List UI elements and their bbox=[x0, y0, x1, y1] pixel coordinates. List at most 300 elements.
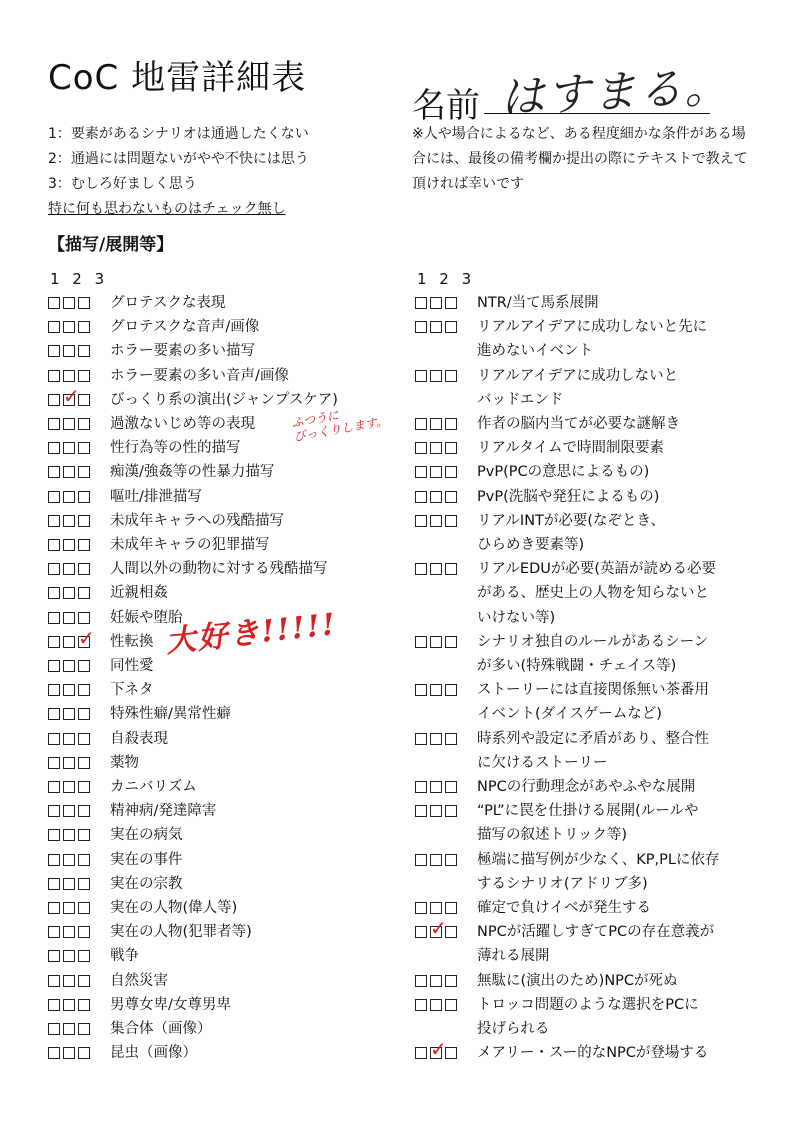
checkbox-1[interactable] bbox=[415, 781, 427, 793]
checkbox-2[interactable] bbox=[430, 684, 442, 696]
column-header-left: 1 2 3 bbox=[50, 270, 109, 288]
checkbox-2[interactable] bbox=[63, 1023, 75, 1035]
checkbox-1[interactable] bbox=[415, 999, 427, 1011]
checkbox-group bbox=[415, 630, 477, 648]
item-label: リアルEDUが必要(英語が読める必要 bbox=[477, 561, 717, 578]
checkbox-3[interactable] bbox=[78, 926, 90, 938]
checkbox-2[interactable] bbox=[63, 321, 75, 333]
checkbox-3[interactable] bbox=[445, 636, 457, 648]
checkbox-group bbox=[415, 775, 477, 793]
checkbox-2[interactable] bbox=[63, 781, 75, 793]
checkbox-1[interactable] bbox=[415, 442, 427, 454]
checkbox-2[interactable] bbox=[63, 297, 75, 309]
checkbox-3[interactable] bbox=[78, 466, 90, 478]
checkbox-2[interactable] bbox=[63, 854, 75, 866]
checkbox-1[interactable] bbox=[415, 636, 427, 648]
checkbox-1[interactable] bbox=[48, 297, 60, 309]
checkbox-3[interactable] bbox=[78, 539, 90, 551]
item-label-continued: するシナリオ(アドリブ多) bbox=[477, 875, 648, 892]
left-item bbox=[48, 581, 398, 605]
checkbox-group bbox=[48, 606, 110, 624]
checkbox-3[interactable] bbox=[445, 1047, 457, 1059]
right-item bbox=[415, 727, 760, 751]
checkbox-3[interactable] bbox=[445, 418, 457, 430]
checkbox-3[interactable] bbox=[78, 394, 90, 406]
checkbox-group bbox=[48, 509, 110, 527]
checkbox-1[interactable] bbox=[48, 442, 60, 454]
checkbox-1[interactable] bbox=[48, 781, 60, 793]
checkbox-3[interactable] bbox=[445, 563, 457, 575]
left-item bbox=[48, 848, 398, 872]
name-underline bbox=[484, 113, 710, 114]
check-mark-icon: ✓ bbox=[63, 383, 80, 408]
checkbox-2[interactable] bbox=[63, 1047, 75, 1059]
item-label: 確定で負けイベが発生する bbox=[477, 900, 651, 917]
checkbox-2[interactable] bbox=[63, 418, 75, 430]
item-label: PvP(洗脳や発狂によるもの) bbox=[477, 488, 660, 505]
checkbox-1[interactable] bbox=[415, 1047, 427, 1059]
checkbox-1[interactable] bbox=[415, 563, 427, 575]
right-item bbox=[415, 993, 760, 1017]
checkbox-3[interactable] bbox=[445, 515, 457, 527]
item-label: 自殺表現 bbox=[110, 730, 168, 747]
checkbox-2[interactable] bbox=[430, 370, 442, 382]
checkbox-3[interactable] bbox=[78, 854, 90, 866]
right-item bbox=[415, 291, 760, 315]
checkbox-3[interactable] bbox=[78, 975, 90, 987]
column-header-right: 1 2 3 bbox=[417, 270, 476, 288]
item-label: 下ネタ bbox=[110, 682, 154, 699]
checkbox-2[interactable] bbox=[63, 757, 75, 769]
checkbox-1[interactable] bbox=[415, 733, 427, 745]
left-column bbox=[48, 267, 398, 1066]
checkbox-3[interactable] bbox=[78, 1023, 90, 1035]
item-label: 実在の事件 bbox=[110, 851, 183, 868]
checkbox-2[interactable] bbox=[430, 733, 442, 745]
left-item bbox=[48, 702, 398, 726]
check-mark-icon: ✓ bbox=[430, 916, 447, 941]
item-label: ストーリーには直接関係無い茶番用 bbox=[477, 682, 709, 699]
checkbox-3[interactable] bbox=[78, 684, 90, 696]
page-title: CoC 地雷詳細表 bbox=[48, 58, 307, 98]
item-label: リアルアイデアに成功しないと先に bbox=[477, 319, 708, 336]
checkbox-group bbox=[48, 944, 110, 962]
checkbox-1[interactable] bbox=[48, 491, 60, 503]
checkbox-3[interactable] bbox=[445, 999, 457, 1011]
checkbox-3[interactable] bbox=[445, 805, 457, 817]
checkbox-1[interactable] bbox=[415, 975, 427, 987]
checkbox-1[interactable] bbox=[48, 975, 60, 987]
right-item bbox=[415, 364, 760, 388]
checkbox-1[interactable] bbox=[48, 587, 60, 599]
item-label: メアリー・スー的なNPCが登場する bbox=[477, 1045, 709, 1062]
checkbox-3[interactable] bbox=[445, 902, 457, 914]
checkbox-1[interactable] bbox=[48, 757, 60, 769]
checkbox-1[interactable] bbox=[415, 418, 427, 430]
checkbox-1[interactable] bbox=[48, 515, 60, 527]
checkbox-2[interactable] bbox=[63, 370, 75, 382]
right-item bbox=[415, 916, 760, 944]
item-label: 自然災害 bbox=[110, 972, 168, 989]
checkbox-3[interactable] bbox=[78, 418, 90, 430]
checkbox-1[interactable] bbox=[415, 854, 427, 866]
section-title: 【描写/展開等】 bbox=[48, 235, 174, 255]
checkbox-1[interactable] bbox=[48, 636, 60, 648]
item-label-continued: 描写の叙述トリック等) bbox=[477, 827, 628, 844]
checkbox-2[interactable] bbox=[430, 1037, 447, 1062]
checkbox-2[interactable] bbox=[63, 805, 75, 817]
checkbox-2[interactable] bbox=[430, 854, 442, 866]
checkbox-2[interactable] bbox=[430, 418, 442, 430]
item-label: ホラー要素の多い描写 bbox=[110, 343, 255, 360]
handwritten-memo-startle: ふつうに びっくりします。 bbox=[290, 408, 389, 445]
checkbox-2[interactable] bbox=[63, 587, 75, 599]
checkbox-1[interactable] bbox=[415, 466, 427, 478]
item-label: 男尊女卑/女尊男卑 bbox=[110, 996, 231, 1013]
checkbox-1[interactable] bbox=[48, 1023, 60, 1035]
item-label: リアルタイムで時間制限要素 bbox=[477, 440, 665, 457]
left-item bbox=[48, 1041, 398, 1065]
checkbox-3[interactable] bbox=[445, 297, 457, 309]
checkbox-3[interactable] bbox=[78, 660, 90, 672]
checkbox-2[interactable] bbox=[430, 466, 442, 478]
checkbox-2[interactable] bbox=[430, 515, 442, 527]
checkbox-2[interactable] bbox=[63, 660, 75, 672]
checkbox-1[interactable] bbox=[415, 515, 427, 527]
item-label: 薬物 bbox=[110, 754, 139, 771]
checkbox-group bbox=[415, 799, 477, 817]
checkbox-group bbox=[415, 557, 477, 575]
checkbox-1[interactable] bbox=[48, 902, 60, 914]
left-item bbox=[48, 969, 398, 993]
checkbox-group bbox=[48, 436, 110, 454]
item-label-continued: ひらめき要素等) bbox=[477, 537, 585, 554]
checkbox-3[interactable] bbox=[78, 625, 95, 650]
item-label: 性行為等の性的描写 bbox=[110, 440, 241, 457]
right-item bbox=[415, 1037, 760, 1065]
checkbox-2[interactable] bbox=[430, 916, 447, 941]
checkbox-2[interactable] bbox=[63, 636, 75, 648]
item-label: 極端に描写例が少なく、KP,PLに依存 bbox=[477, 851, 720, 868]
checkbox-3[interactable] bbox=[445, 684, 457, 696]
checkbox-2[interactable] bbox=[63, 383, 80, 408]
item-label: 未成年キャラの犯罪描写 bbox=[110, 537, 270, 554]
checkbox-3[interactable] bbox=[78, 370, 90, 382]
item-label: 集合体（画像） bbox=[110, 1021, 212, 1038]
item-label: 過激ないじめ等の表現 bbox=[110, 416, 255, 433]
checkbox-1[interactable] bbox=[415, 902, 427, 914]
checkbox-1[interactable] bbox=[48, 854, 60, 866]
checkbox-2[interactable] bbox=[430, 491, 442, 503]
item-label-continued: イベント(ダイスゲームなど) bbox=[477, 706, 662, 723]
checkbox-1[interactable] bbox=[48, 345, 60, 357]
checkbox-group bbox=[48, 1041, 110, 1059]
checkbox-1[interactable] bbox=[48, 1047, 60, 1059]
legend-line-1: 1：要素があるシナリオは通過したくない bbox=[48, 126, 309, 142]
checkbox-group bbox=[415, 896, 477, 914]
checkbox-2[interactable] bbox=[430, 321, 442, 333]
left-item bbox=[48, 485, 398, 509]
checkbox-3[interactable] bbox=[78, 829, 90, 841]
checkbox-group bbox=[415, 485, 477, 503]
checkbox-2[interactable] bbox=[63, 975, 75, 987]
checkbox-3[interactable] bbox=[78, 321, 90, 333]
checkbox-2[interactable] bbox=[430, 563, 442, 575]
checkbox-group bbox=[415, 460, 477, 478]
checkbox-1[interactable] bbox=[48, 950, 60, 962]
checkbox-group bbox=[415, 848, 477, 866]
left-item bbox=[48, 799, 398, 823]
checkbox-2[interactable] bbox=[63, 733, 75, 745]
checkbox-3[interactable] bbox=[78, 902, 90, 914]
item-label: 実在の宗教 bbox=[110, 875, 183, 892]
checkbox-1[interactable] bbox=[48, 878, 60, 890]
item-label: ホラー要素の多い音声/画像 bbox=[110, 367, 289, 384]
checkbox-2[interactable] bbox=[63, 950, 75, 962]
checkbox-3[interactable] bbox=[445, 491, 457, 503]
checkbox-2[interactable] bbox=[63, 829, 75, 841]
right-item bbox=[415, 485, 760, 509]
left-item bbox=[48, 460, 398, 484]
checkbox-2[interactable] bbox=[63, 515, 75, 527]
checkbox-2[interactable] bbox=[63, 442, 75, 454]
checkbox-2[interactable] bbox=[63, 684, 75, 696]
left-item bbox=[48, 920, 398, 944]
name-label: 名前 bbox=[412, 86, 480, 126]
right-item bbox=[415, 799, 760, 823]
checkbox-group bbox=[48, 315, 110, 333]
checkbox-3[interactable] bbox=[78, 297, 90, 309]
item-label-continued: 投げられる bbox=[477, 1021, 550, 1038]
item-label: カニバリズム bbox=[110, 779, 197, 796]
left-item bbox=[48, 654, 398, 678]
right-item bbox=[415, 436, 760, 460]
checkbox-3[interactable] bbox=[445, 733, 457, 745]
checkbox-group bbox=[48, 848, 110, 866]
item-label: 実在の人物(偉人等) bbox=[110, 900, 238, 917]
checkbox-3[interactable] bbox=[78, 612, 90, 624]
item-label: NTR/当て馬系展開 bbox=[477, 295, 599, 311]
checkbox-group bbox=[48, 896, 110, 914]
checkbox-2[interactable] bbox=[430, 999, 442, 1011]
checkbox-2[interactable] bbox=[430, 781, 442, 793]
handwritten-memo-gender: 大好き!!!!! bbox=[164, 607, 339, 660]
checkbox-3[interactable] bbox=[78, 345, 90, 357]
checkbox-1[interactable] bbox=[48, 926, 60, 938]
checkbox-3[interactable] bbox=[78, 999, 90, 1011]
item-label-continued: に欠けるストーリー bbox=[477, 754, 608, 771]
left-item bbox=[48, 557, 398, 581]
right-item bbox=[415, 896, 760, 920]
checkbox-3[interactable] bbox=[78, 878, 90, 890]
right-item bbox=[415, 678, 760, 702]
item-label: シナリオ独自のルールがあるシーン bbox=[477, 633, 709, 650]
checkbox-1[interactable] bbox=[48, 321, 60, 333]
checkbox-1[interactable] bbox=[48, 684, 60, 696]
checkbox-3[interactable] bbox=[445, 975, 457, 987]
checkbox-group bbox=[415, 678, 477, 696]
left-item bbox=[48, 896, 398, 920]
checkbox-2[interactable] bbox=[63, 926, 75, 938]
checkbox-1[interactable] bbox=[48, 708, 60, 720]
checkbox-2[interactable] bbox=[430, 975, 442, 987]
item-label: PvP(PCの意思によるもの) bbox=[477, 464, 650, 481]
checkbox-1[interactable] bbox=[48, 660, 60, 672]
item-label: 精神病/発達障害 bbox=[110, 803, 217, 820]
checkbox-2[interactable] bbox=[63, 563, 75, 575]
checkbox-3[interactable] bbox=[78, 757, 90, 769]
checkbox-group bbox=[48, 920, 110, 938]
check-mark-icon: ✓ bbox=[78, 625, 95, 650]
checkbox-1[interactable] bbox=[415, 805, 427, 817]
item-label: NPCが活躍しすぎてPCの存在意義が bbox=[477, 924, 715, 941]
item-label-continued: が多い(特殊戦闘・チェイス等) bbox=[477, 658, 677, 675]
checkbox-1[interactable] bbox=[48, 805, 60, 817]
left-item bbox=[48, 944, 398, 968]
item-label: リアルINTが必要(なぞとき、 bbox=[477, 512, 665, 529]
checkbox-3[interactable] bbox=[78, 781, 90, 793]
left-item bbox=[48, 436, 398, 460]
checkbox-1[interactable] bbox=[415, 491, 427, 503]
checkbox-2[interactable] bbox=[63, 539, 75, 551]
item-label: 無駄に(演出のため)NPCが死ぬ bbox=[477, 972, 678, 989]
checkbox-group bbox=[48, 751, 110, 769]
checkbox-2[interactable] bbox=[430, 805, 442, 817]
item-label: 未成年キャラへの残酷描写 bbox=[110, 512, 284, 529]
checkbox-1[interactable] bbox=[415, 926, 427, 938]
checkbox-1[interactable] bbox=[48, 394, 60, 406]
checkbox-3[interactable] bbox=[445, 854, 457, 866]
checkbox-3[interactable] bbox=[445, 781, 457, 793]
left-item bbox=[48, 678, 398, 702]
check-mark-icon: ✓ bbox=[430, 1037, 447, 1062]
checkbox-1[interactable] bbox=[415, 370, 427, 382]
checkbox-2[interactable] bbox=[63, 491, 75, 503]
checkbox-group bbox=[48, 1017, 110, 1035]
right-item bbox=[415, 630, 760, 654]
left-item bbox=[48, 315, 398, 339]
checkbox-1[interactable] bbox=[48, 370, 60, 382]
right-item bbox=[415, 775, 760, 799]
checkbox-group bbox=[48, 291, 110, 309]
item-label-continued: 薄れる展開 bbox=[477, 948, 550, 965]
checkbox-3[interactable] bbox=[445, 370, 457, 382]
checkbox-2[interactable] bbox=[430, 297, 442, 309]
checkbox-group bbox=[48, 799, 110, 817]
checkbox-group bbox=[48, 654, 110, 672]
checkbox-3[interactable] bbox=[445, 442, 457, 454]
legend bbox=[48, 122, 309, 222]
checkbox-3[interactable] bbox=[78, 1047, 90, 1059]
checkbox-group bbox=[415, 364, 477, 382]
checkbox-2[interactable] bbox=[63, 466, 75, 478]
checkbox-3[interactable] bbox=[78, 515, 90, 527]
checkbox-group bbox=[415, 315, 477, 333]
item-label: 痴漢/強姦等の性暴力描写 bbox=[110, 464, 275, 481]
item-label-continued: いけない等) bbox=[477, 609, 556, 626]
checkbox-1[interactable] bbox=[48, 733, 60, 745]
left-item bbox=[48, 751, 398, 775]
checkbox-group bbox=[415, 509, 477, 527]
left-item bbox=[48, 533, 398, 557]
checkbox-2[interactable] bbox=[63, 999, 75, 1011]
checkbox-1[interactable] bbox=[48, 466, 60, 478]
checkbox-1[interactable] bbox=[415, 684, 427, 696]
checkbox-1[interactable] bbox=[48, 539, 60, 551]
checkbox-3[interactable] bbox=[78, 708, 90, 720]
item-label: 同性愛 bbox=[110, 658, 154, 675]
checkbox-3[interactable] bbox=[445, 321, 457, 333]
checkbox-2[interactable] bbox=[63, 612, 75, 624]
item-label: 近親相姦 bbox=[110, 585, 168, 602]
checkbox-3[interactable] bbox=[78, 950, 90, 962]
item-label-continued: バッドエンド bbox=[477, 391, 564, 408]
checkbox-group bbox=[48, 460, 110, 478]
checkbox-group bbox=[48, 702, 110, 720]
checkbox-1[interactable] bbox=[415, 321, 427, 333]
item-label: 作者の脳内当てが必要な謎解き bbox=[477, 416, 680, 433]
left-item bbox=[48, 872, 398, 896]
checkbox-3[interactable] bbox=[78, 587, 90, 599]
checkbox-group bbox=[415, 1037, 477, 1062]
left-item bbox=[48, 823, 398, 847]
checkbox-1[interactable] bbox=[48, 612, 60, 624]
checkbox-1[interactable] bbox=[48, 999, 60, 1011]
checkbox-group bbox=[48, 993, 110, 1011]
note: ※人や場合によるなど、ある程度細かな条件がある場合には、最後の備考欄か提出の際にテキストで教えて頂ければ幸いです bbox=[412, 126, 748, 192]
right-item-list bbox=[415, 291, 760, 1066]
checkbox-1[interactable] bbox=[48, 418, 60, 430]
checkbox-1[interactable] bbox=[415, 297, 427, 309]
checkbox-1[interactable] bbox=[48, 563, 60, 575]
checkbox-3[interactable] bbox=[78, 491, 90, 503]
right-item bbox=[415, 557, 760, 581]
right-item bbox=[415, 460, 760, 484]
item-label: 実在の人物(犯罪者等) bbox=[110, 924, 252, 941]
left-item bbox=[48, 339, 398, 363]
checkbox-group bbox=[48, 557, 110, 575]
item-label: トロッコ問題のような選択をPCに bbox=[477, 996, 699, 1013]
checkbox-3[interactable] bbox=[78, 442, 90, 454]
checkbox-group bbox=[415, 969, 477, 987]
item-label: びっくり系の演出(ジャンプスケア) bbox=[110, 391, 338, 408]
checkbox-group bbox=[48, 823, 110, 841]
item-label: 特殊性癖/異常性癖 bbox=[110, 706, 231, 723]
item-label: 人間以外の動物に対する残酷描写 bbox=[110, 561, 328, 578]
checkbox-group bbox=[415, 916, 477, 941]
checkbox-2[interactable] bbox=[63, 902, 75, 914]
checkbox-2[interactable] bbox=[430, 902, 442, 914]
checkbox-group bbox=[415, 993, 477, 1011]
checkbox-2[interactable] bbox=[430, 442, 442, 454]
checkbox-2[interactable] bbox=[63, 708, 75, 720]
checkbox-3[interactable] bbox=[445, 466, 457, 478]
right-item bbox=[415, 412, 760, 436]
checkbox-group bbox=[48, 364, 110, 382]
right-item bbox=[415, 315, 760, 339]
item-label: 昆虫（画像） bbox=[110, 1045, 197, 1062]
checkbox-3[interactable] bbox=[445, 926, 457, 938]
item-label: 戦争 bbox=[110, 948, 139, 965]
checkbox-3[interactable] bbox=[78, 563, 90, 575]
checkbox-1[interactable] bbox=[48, 829, 60, 841]
checkbox-2[interactable] bbox=[430, 636, 442, 648]
checkbox-2[interactable] bbox=[63, 345, 75, 357]
checkbox-3[interactable] bbox=[78, 805, 90, 817]
checkbox-3[interactable] bbox=[78, 733, 90, 745]
checkbox-2[interactable] bbox=[63, 878, 75, 890]
item-label: 実在の病気 bbox=[110, 827, 183, 844]
